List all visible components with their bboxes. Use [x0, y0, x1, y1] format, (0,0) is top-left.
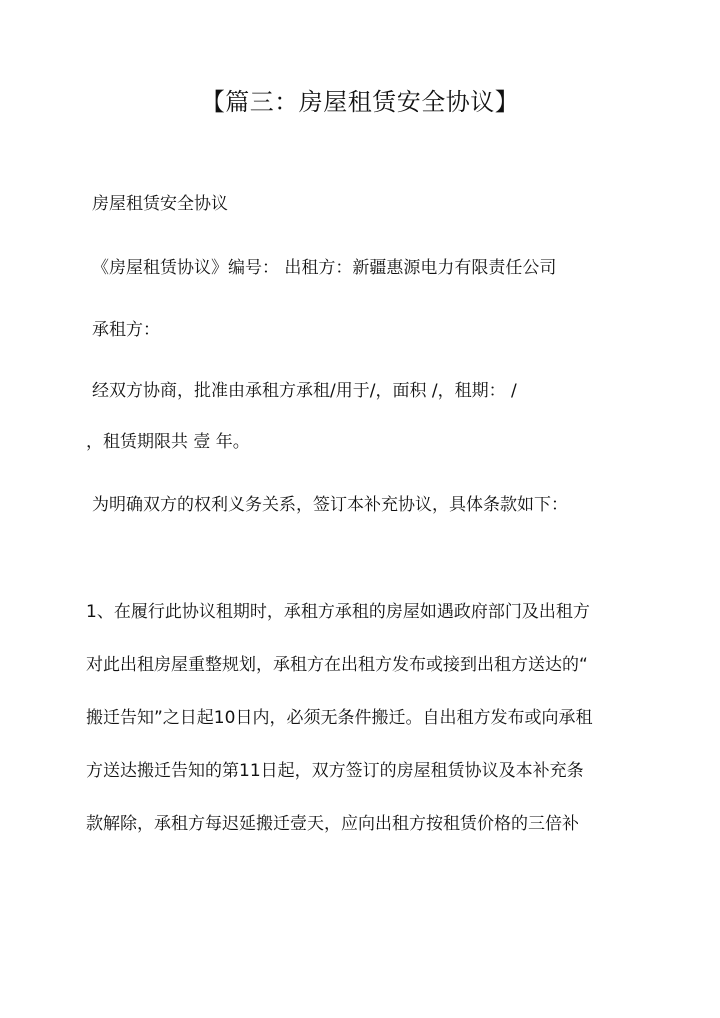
lease-duration-line: ，租赁期限共 壹 年。: [86, 432, 250, 452]
clause-1-line-5: 款解除，承租方每迟延搬迁壹天，应向出租方按租赁价格的三倍补: [86, 814, 579, 834]
clause-1-line-4: 方送达搬迁告知的第11日起，双方签订的房屋租赁协议及本补充条: [86, 761, 584, 781]
document-title: 【篇三：房屋租赁安全协议】: [200, 88, 520, 116]
intro-line: 为明确双方的权利义务关系，签订本补充协议，具体条款如下：: [92, 495, 568, 515]
lessor-line: 《房屋租赁协议》编号： 出租方：新疆惠源电力有限责任公司: [92, 258, 557, 278]
clause-1-line-1: 1、在履行此协议租期时，承租方承租的房屋如遇政府部门及出租方: [86, 602, 590, 622]
clause-1-line-2: 对此出租房屋重整规划，承租方在出租方发布或接到出租方送达的“: [86, 655, 588, 675]
lease-terms-line: 经双方协商，批准由承租方承租/用于/，面积 /，租期： /: [92, 381, 517, 401]
clause-1-line-3: 搬迁告知”之日起10日内，必须无条件搬迁。自出租方发布或向承租: [86, 708, 593, 728]
lessee-line: 承租方：: [92, 320, 160, 340]
agreement-name: 房屋租赁安全协议: [92, 194, 228, 214]
